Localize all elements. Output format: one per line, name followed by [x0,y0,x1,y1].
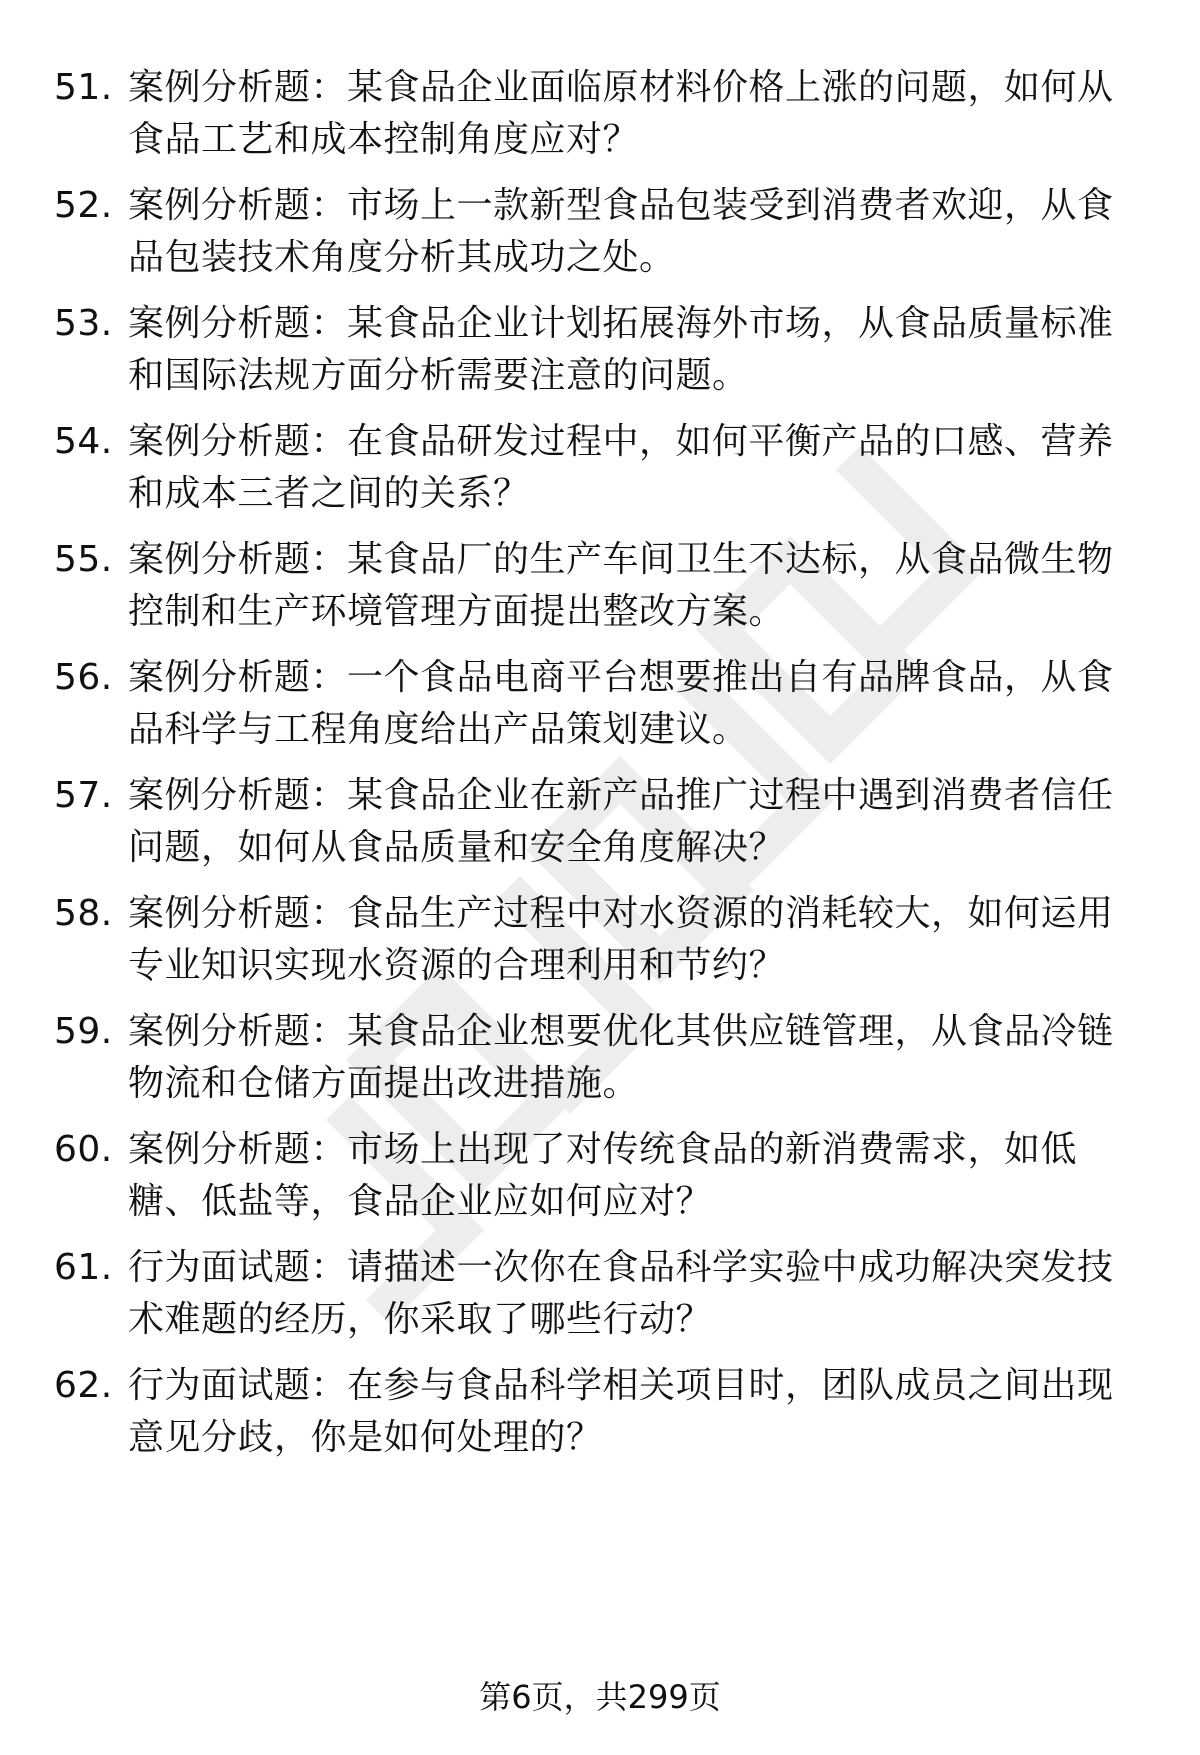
question-item [0,888,1200,998]
question-item [0,62,1200,172]
question-number: 58. [54,893,113,934]
question-text: 案例分析题：某食品企业在新产品推广过程中遇到消费者信任问题，如何从食品质量和安全角度解决？ [128,775,1114,868]
question-item [0,416,1200,526]
question-item [0,180,1200,290]
question-number: 51. [54,67,113,108]
question-text: 案例分析题：市场上一款新型食品包装受到消费者欢迎，从食品包装技术角度分析其成功之处。 [128,185,1114,278]
question-text: 案例分析题：一个食品电商平台想要推出自有品牌食品，从食品科学与工程角度给出产品策划建议。 [128,657,1114,750]
question-number: 61. [54,1247,113,1288]
question-number: 53. [54,303,113,344]
question-text: 案例分析题：某食品企业面临原材料价格上涨的问题，如何从食品工艺和成本控制角度应对？ [128,67,1114,160]
question-text: 案例分析题：某食品企业想要优化其供应链管理，从食品冷链物流和仓储方面提出改进措施。 [128,1011,1114,1104]
question-item [0,1124,1200,1234]
question-number: 59. [54,1011,113,1052]
question-text: 行为面试题：在参与食品科学相关项目时，团队成员之间出现意见分歧，你是如何处理的？ [128,1365,1114,1458]
question-number: 52. [54,185,113,226]
question-text: 案例分析题：食品生产过程中对水资源的消耗较大，如何运用专业知识实现水资源的合理利用和节约？ [128,893,1114,986]
question-number: 62. [54,1365,113,1406]
question-text: 案例分析题：市场上出现了对传统食品的新消费需求，如低糖、低盐等，食品企业应如何应对？ [128,1129,1078,1222]
question-text: 案例分析题：某食品企业计划拓展海外市场，从食品质量标准和国际法规方面分析需要注意的问题。 [128,303,1114,396]
question-number: 60. [54,1129,113,1170]
question-number: 57. [54,775,113,816]
question-text: 案例分析题：某食品厂的生产车间卫生不达标，从食品微生物控制和生产环境管理方面提出整改方案。 [128,539,1114,632]
question-text: 案例分析题：在食品研发过程中，如何平衡产品的口感、营养和成本三者之间的关系？ [128,421,1114,514]
question-number: 54. [54,421,113,462]
question-item [0,1242,1200,1352]
question-item [0,298,1200,408]
question-text: 行为面试题：请描述一次你在食品科学实验中成功解决突发技术难题的经历，你采取了哪些行动？ [128,1247,1114,1340]
question-number: 56. [54,657,113,698]
question-item [0,770,1200,880]
question-item [0,1360,1200,1470]
question-item [0,534,1200,644]
question-item [0,1006,1200,1116]
question-item [0,652,1200,762]
question-number: 55. [54,539,113,580]
page-footer: 第6页，共299页 [479,1678,721,1716]
